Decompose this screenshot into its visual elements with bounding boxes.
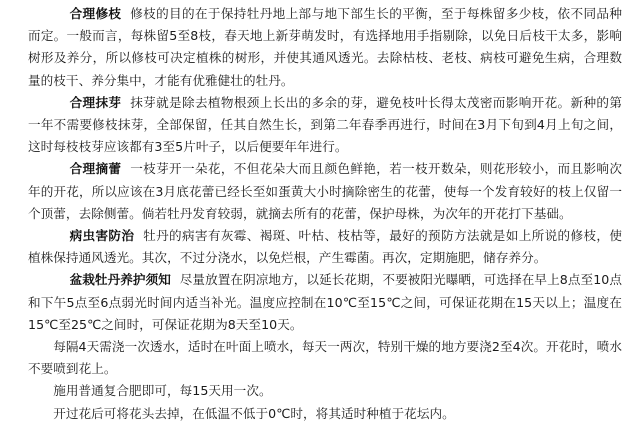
- paragraph-text: 修枝的目的在于保持牡丹地上部与地下部生长的平衡，至于每株留多少枝，依不同品种而定。一般而言，每株留5至8枝，春天地上新芽萌发时，有选择地用手指剔除，以免日后枝干太多，影响树形及养分，所以修枝可决定植株的树形，并使其通风透光。去除枯枝、老枝、病枝可避免生病，合理数量的枝干、养分集中，才能有优雅健壮的牡丹。: [28, 6, 623, 88]
- paragraph-heading: 合理修枝: [69, 6, 122, 21]
- paragraph-heading: 合理抹芽: [69, 94, 122, 110]
- paragraph-flower-bud-thinning: [28, 158, 622, 225]
- paragraph-potted-care: [28, 269, 622, 336]
- paragraph-text: 每隔4天需浇一次透水，适时在叶面上喷水，每天一两次，特别干燥的地方要浇2至4次。开花时，喷水不要喷到花上。: [28, 339, 622, 377]
- paragraph-text: 抹芽就是除去植物根颈上长出的多余的芽，避免枝叶长得太茂密而影响开花。新种的第一年不需要修枝抹芽，全部保留，任其自然生长，到第二年春季再进行，时间在3月下旬到4月上旬之间，这时每枝枝芽应该都有3至5片叶子，以后便要年年进行。: [28, 94, 623, 155]
- paragraph-watering: [28, 336, 622, 380]
- paragraph-text: 牡丹的病害有灰霉、褐斑、叶枯、枝枯等，最好的预防方法就是如上所说的修枝，使植株保持通风透光。其次，不过分浇水，以免烂根，产生霉菌。再次，定期施肥，储存养分。: [28, 228, 623, 266]
- paragraph-heading: 病虫害防治: [69, 228, 135, 244]
- paragraph-text: 一枝芽开一朵花，不但花朵大而且颜色鲜艳，若一枝开数朵，则花形较小，而且影响次年的开花，所以应该在3月底花蕾已经长至如蛋黄大小时摘除密生的花蕾，使每一个发育较好的枝上仅留一个顶蕾，去除侧蕾。倘若牡丹发育较弱，就摘去所有的花蕾，保护母株，为次年的开花打下基础。: [28, 161, 623, 221]
- paragraph-after-flowering: [28, 403, 622, 425]
- paragraph-text: 开过花后可将花头去掉，在低温不低于0℃时，将其适时种植于花坛内。: [53, 405, 455, 421]
- paragraph-text: 施用普通复合肥即可，每15天用一次。: [53, 383, 272, 399]
- paragraph-fertilizing: [28, 380, 622, 402]
- paragraph-text: 尽量放置在阴凉地方，以延长花期，不要被阳光曝晒，可选择在早上8点至10点和下午5点至6点弱光时间内适当补光。温度应控制在10℃至15℃之间，可保证花期在15天以上；温度在15℃至25℃之间时，可保证花期为8天至10天。: [28, 272, 622, 332]
- paragraph-heading: 合理摘蕾: [69, 161, 122, 177]
- paragraph-bud-removal: [28, 92, 622, 159]
- paragraph-heading: 盆栽牡丹养护须知: [69, 272, 171, 288]
- paragraph-pest-control: [28, 225, 622, 269]
- paragraph-pruning: [28, 3, 622, 92]
